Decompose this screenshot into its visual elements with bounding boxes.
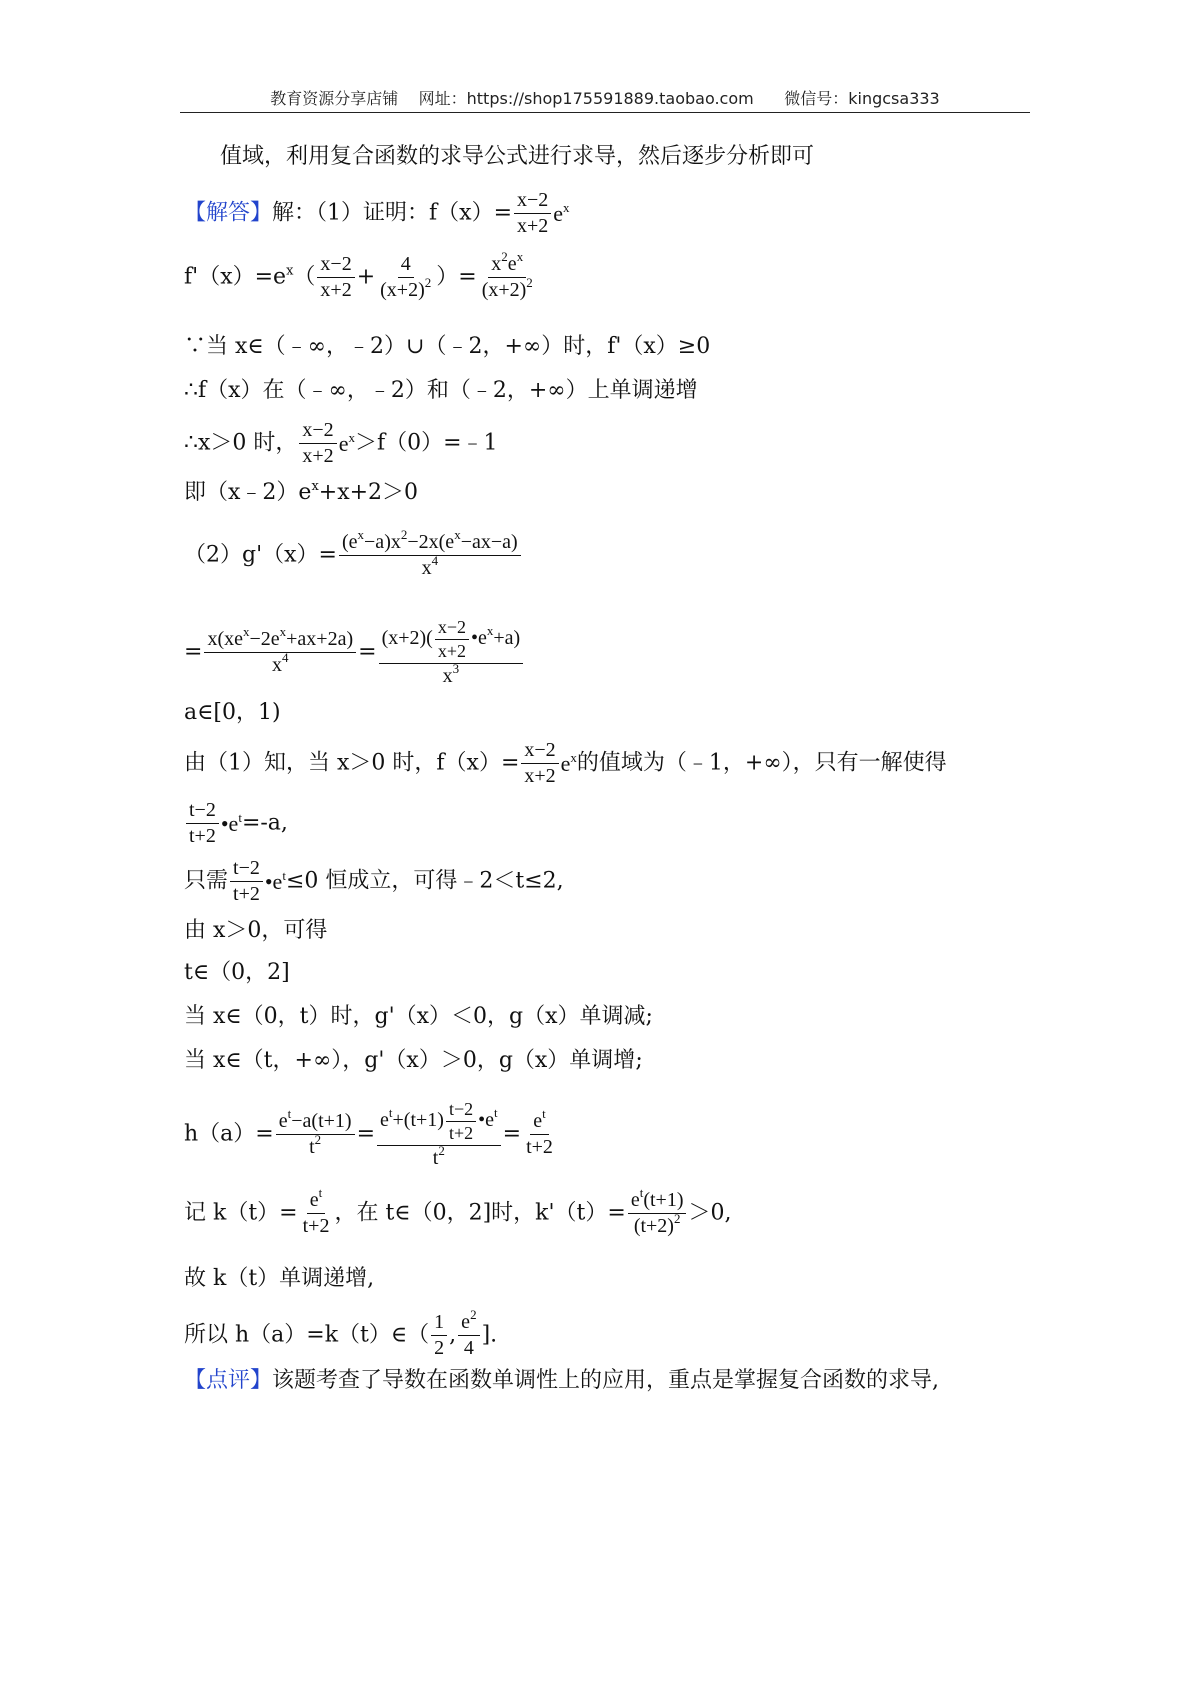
fraction: $\frac{x-2}{x+2}$	[514, 190, 551, 237]
comment-tag: 【点评】	[184, 1368, 273, 1393]
line-13: 由 x＞0，可得	[184, 918, 328, 943]
line-4: ∴f（x）在（﹣∞，﹣2）和（﹣2，+∞）上单调递增	[184, 378, 698, 403]
line-19: 故 k（t）单调递增,	[184, 1266, 375, 1291]
line-0: 值域，利用复合函数的求导公式进行求导，然后逐步分析即可	[220, 144, 815, 169]
line-answer-start: 【解答】解：（1）证明：f（x）= $\frac{x-2}{x+2}$ $e^x$	[184, 189, 570, 237]
header-url: https://shop175591889.taobao.com	[466, 89, 754, 108]
line-14: t∈（0，2]	[184, 960, 290, 985]
line-comment: 【点评】该题考查了导数在函数单调性上的应用，重点是掌握复合函数的求导,	[184, 1368, 940, 1393]
line-g-simplified: = $\frac{x(xe^x-2e^x+ax+2a)}{x^4}$ = (x+2)( $\frac{x-2}{x+2}$ $•e^x+a$) $x^3$	[184, 618, 525, 687]
header-shop: 教育资源分享店铺	[270, 89, 399, 108]
line-6: 即$(x﹣2)e^x+x+2>0$	[184, 479, 419, 505]
answer-tag: 【解答】	[184, 200, 273, 226]
line-h-a: h（a）= $\frac{e^t-a(t+1)}{t^2}$ = $e^t+(t+1)$ $\frac{t-2}{t+2}$ $•e^t$ $t^2$ = $\frac{e^t}{t+2}$	[184, 1099, 553, 1169]
line-16: 当 x∈（t，+∞），g'（x）＞0，g（x）单调增;	[184, 1048, 643, 1073]
header-divider	[180, 112, 1030, 113]
line-g-derivative: （2）g'（x）= $\frac{(e^x-a)x^2-2x(e^x-ax-a)}{x^4}$	[184, 532, 523, 579]
line-derivative-f: $f'(x)=e^x$（ $\frac{x-2}{x+2}$ + $\frac{4}{(x+2)^2}$ ）= $\frac{x^2e^x}{(x+2)^2}$	[184, 249, 533, 301]
line-15: 当 x∈（0，t）时，g'（x）＜0，g（x）单调减;	[184, 1004, 653, 1029]
line-5: ∴x＞0 时， $\frac{x-2}{x+2}$ $e^x>f(0)=﹣1$	[184, 419, 498, 467]
page-header	[180, 86, 1030, 112]
header-wechat: kingcsa333	[848, 89, 940, 108]
line-k-t: 记 k（t）= $\frac{e^t}{t+2}$ ，在 t∈（0，2]时，k'（t）= $\frac{e^t(t+1)}{(t+2)^2}$ ＞0,	[184, 1185, 732, 1237]
line-11: $\frac{t-2}{t+2}$ $•e^t=-a$,	[184, 800, 288, 847]
header-url-label: 网址：	[418, 89, 467, 108]
line-10: 由（1）知，当 x＞0 时，f（x）= $\frac{x-2}{x+2}$ $e^x$的值域为（﹣1，+∞），只有一解使得	[184, 739, 947, 787]
line-20: 所以 h（a）=k（t）∈（ $\frac{1}{2}$ , $\frac{e^2}{4}$ ].	[184, 1307, 498, 1359]
line-12: 只需 $\frac{t-2}{t+2}$ $•e^t\le 0$ 恒成立，可得﹣2＜t≤2,	[184, 857, 564, 905]
line-9: a∈[0，1)	[184, 700, 281, 725]
line-3: ∵当 x∈（﹣∞，﹣2）∪（﹣2，+∞）时，f'（x）≥0	[184, 334, 711, 359]
header-wechat-label: 微信号：	[784, 89, 849, 108]
